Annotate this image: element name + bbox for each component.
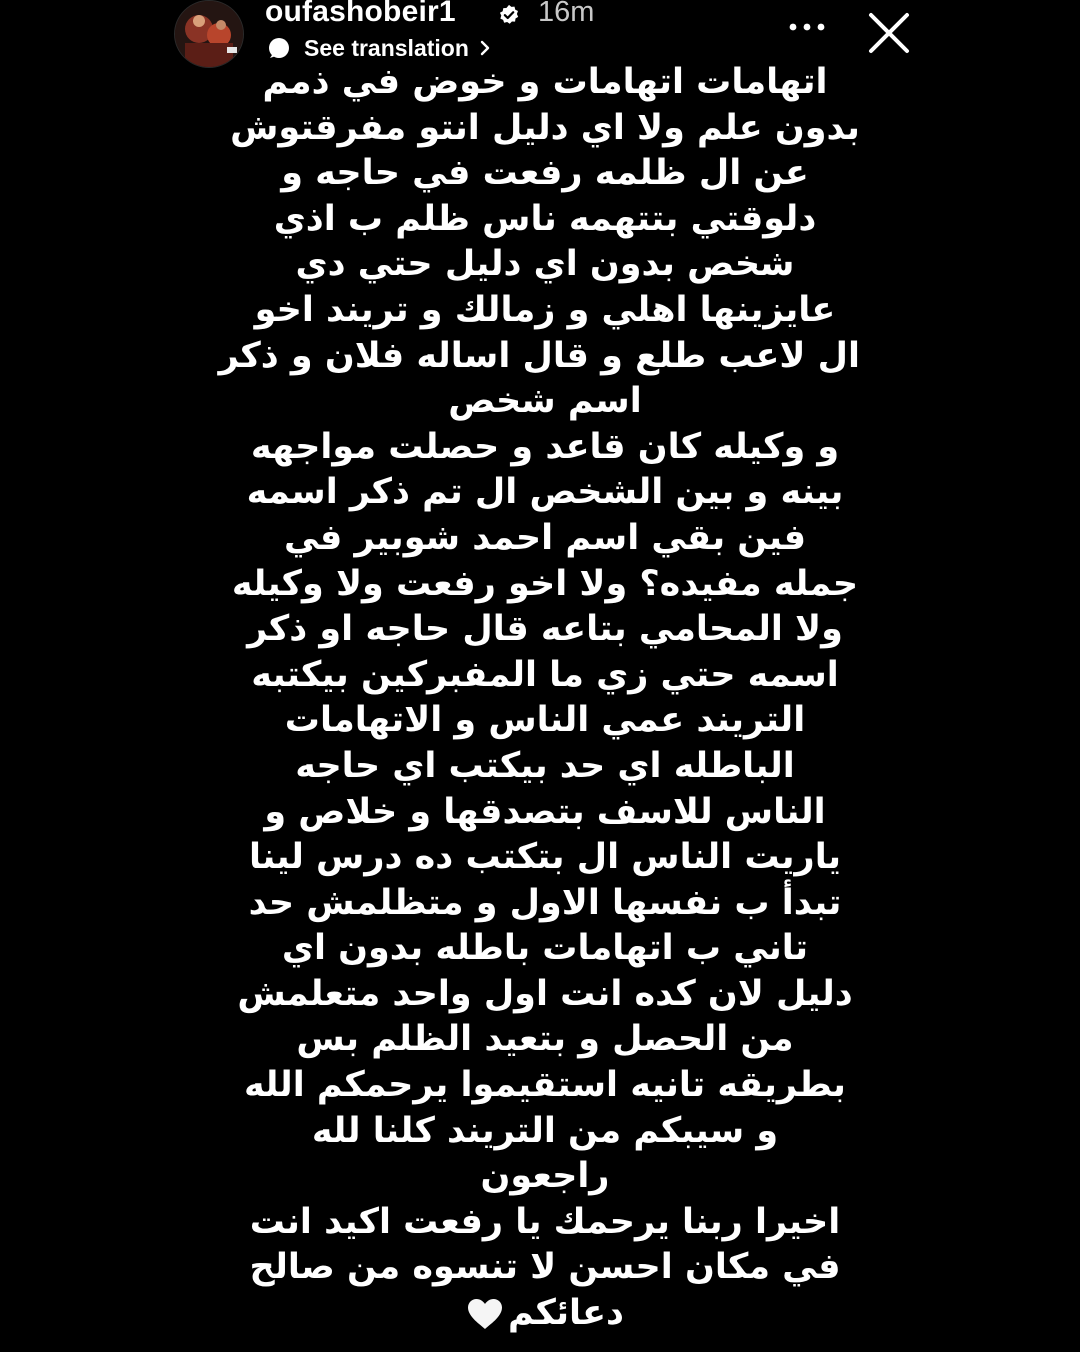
story-text — [218, 60, 860, 1337]
story-text-line: اسمه حتي زي ما المفبركين بيكتبه — [251, 654, 839, 695]
story-text-line: اتهامات اتهامات و خوض في ذمم — [262, 62, 828, 102]
story-text-line: ياريت الناس ال بتكتب ده درس لينا — [249, 837, 841, 878]
story-text-last-line — [230, 1291, 860, 1337]
story-text-line: في مكان احسن لا تنسوه من صالح — [249, 1247, 841, 1288]
story-text-line: جمله مفيده؟ ولا اخو رفعت ولا وكيله — [231, 563, 859, 604]
story-text-line: و سيبكم من التريند كلنا لله — [311, 1110, 779, 1151]
chevron-right-icon — [479, 39, 491, 57]
story-text-line: عايزينها اهلي و زمالك و تريند اخو — [254, 289, 836, 330]
story-text-line: اخيرا ربنا يرحمك يا رفعت اكيد انت — [249, 1201, 841, 1242]
story-text-line: فين بقي اسم احمد شوبير في — [283, 517, 807, 558]
story-text-line: دليل لان كده انت اول واحد متعلمش — [237, 973, 853, 1014]
more-options-button[interactable] — [784, 12, 830, 42]
close-icon — [864, 8, 914, 58]
avatar-image — [175, 1, 243, 67]
story-text-line: بدون علم ولا اي دليل انتو مفرقتوش — [230, 107, 860, 148]
translate-icon — [268, 37, 290, 59]
story-text-line: دلوقتي بتتهمه ناس ظلم ب اذي — [273, 198, 817, 239]
story-text-line: الناس للاسف بتصدقها و خلاص و — [264, 791, 826, 832]
story-text-line: راجعون — [480, 1156, 610, 1197]
verified-badge-icon — [498, 4, 520, 26]
white-heart-icon — [466, 1297, 504, 1331]
more-horizontal-icon — [789, 23, 825, 31]
story-text-line: ال لاعب طلع و قال اساله فلان و ذكر — [218, 335, 860, 376]
story-text-line: تبدأ ب نفسها الاول و متظلمش حد — [248, 882, 842, 923]
story-text-line: من الحصل و بتعيد الظلم بس — [296, 1019, 794, 1060]
story-text-line: الباطله اي حد بيكتب اي حاجه — [295, 745, 795, 786]
username[interactable]: oufashobeir1 — [265, 0, 456, 28]
story-text-line: بطريقه تانيه استقيموا يرحمكم الله — [244, 1065, 846, 1106]
see-translation-label: See translation — [304, 35, 469, 61]
story-text-line: دعائكم — [508, 1293, 624, 1334]
story-text-line: التريند عمي الناس و الاتهامات — [284, 700, 806, 741]
story-text-line: و وكيله كان قاعد و حصلت مواجهه — [250, 426, 840, 467]
story-text-line: عن ال ظلمه رفعت في حاجه و — [281, 153, 809, 194]
story-text-line: اسم شخص — [448, 381, 642, 422]
story-text-line: شخص بدون اي دليل حتي دي — [295, 244, 795, 285]
avatar[interactable] — [174, 0, 244, 68]
story-text-line: بينه و بين الشخص ال تم ذكر اسمه — [246, 472, 844, 513]
story-text-line: ولا المحامي بتاعه قال حاجه او ذكر — [247, 609, 843, 650]
story-text-line: تاني ب اتهامات باطله بدون اي — [281, 928, 809, 969]
see-translation-button[interactable] — [268, 33, 491, 63]
post-time: 16m — [538, 0, 595, 28]
close-button[interactable] — [864, 8, 914, 58]
